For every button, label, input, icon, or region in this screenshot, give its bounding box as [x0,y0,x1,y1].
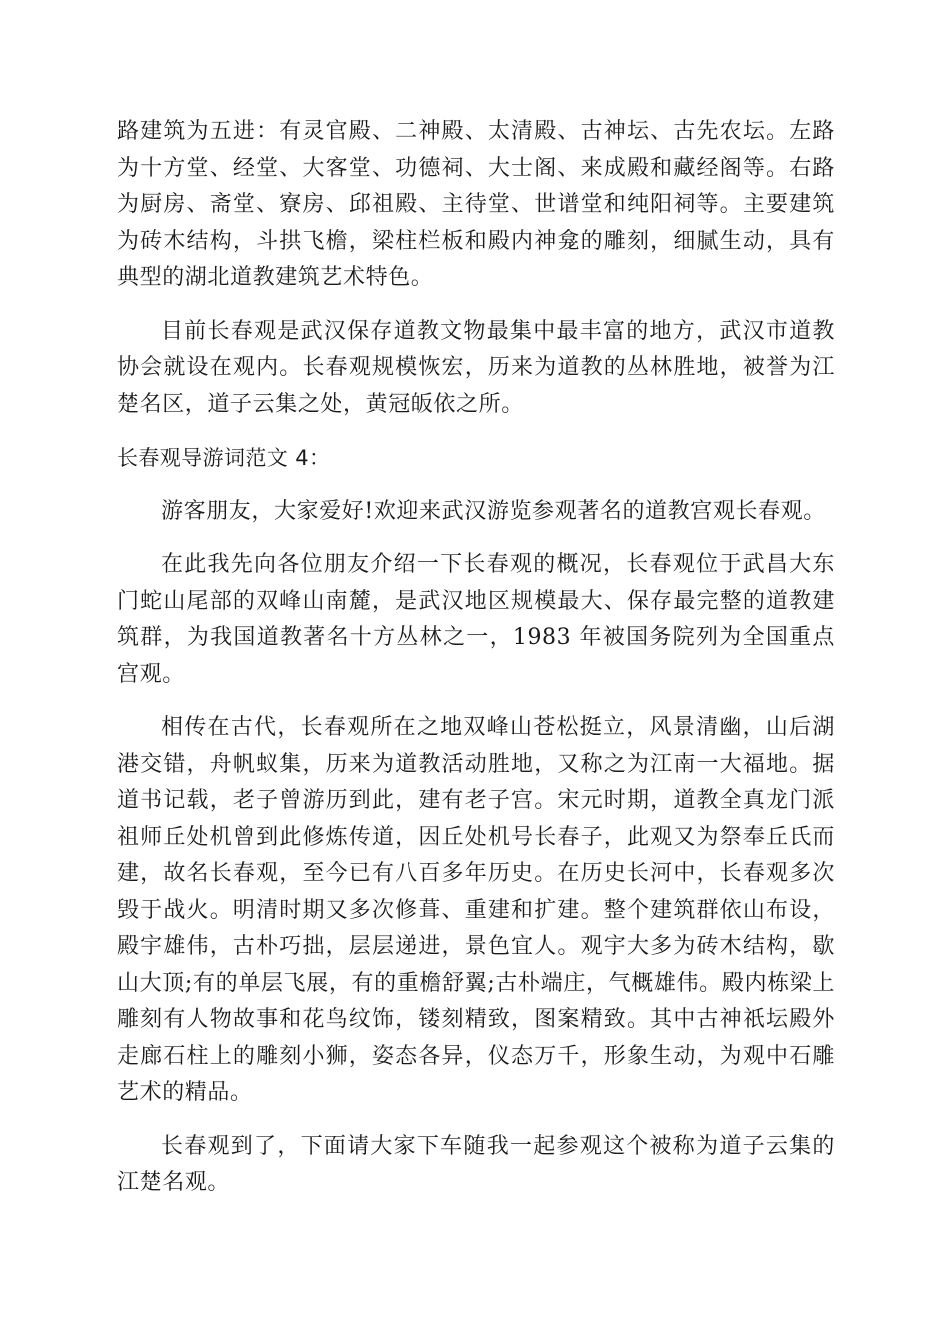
paragraph-building-layout: 路建筑为五进：有灵官殿、二神殿、太清殿、古神坛、古先农坛。左路为十方堂、经堂、大客堂、功德祠、大士阁、来成殿和藏经阁等。右路为厨房、斋堂、寮房、邱祖殿、主待堂、世谱堂和纯阳祠等。主要建筑为砖木结构，斗拱飞檐，梁柱栏板和殿内神龛的雕刻，细腻生动，具有典型的湖北道教建筑艺术特色。 [117,119,835,290]
section-heading: 长春观导游词范文 4： [117,446,331,470]
paragraph-welcome: 游客朋友，大家爱好!欢迎来武汉游览参观著名的道教宫观长春观。 [161,498,826,524]
paragraph-arrival: 长春观到了，下面请大家下车随我一起参观这个被称为道子云集的江楚名观。 [117,1133,835,1195]
paragraph-history: 相传在古代，长春观所在之地双峰山苍松挺立，风景清幽，山后湖港交错，舟帆蚁集，历来为道教活动胜地，又称之为江南一大福地。据道书记载，老子曾游历到此，建有老子宫。宋元时期，道教全真龙门派祖师丘处机曾到此修炼传道，因丘处机号长春子，此观又为祭奉丘氏而建，故名长春观，至今已有八百多年历史。在历史长河中，长春观多次毁于战火。明清时期又多次修葺、重建和扩建。整个建筑群依山布设，殿宇雄伟，古朴巧拙，层层递进，景色宜人。观宇大多为砖木结构，歇山大顶;有的单层飞展，有的重檐舒翼;古朴端庄，气概雄伟。殿内栋梁上雕刻有人物故事和花鸟纹饰，镂刻精致，图案精致。其中古神祇坛殿外走廊石柱上的雕刻小狮，姿态各异，仪态万千，形象生动，为观中石雕艺术的精品。 [117,715,835,1105]
paragraph-overview: 在此我先向各位朋友介绍一下长春观的概况，长春观位于武昌大东门蛇山尾部的双峰山南麓，是武汉地区规模最大、保存最完整的道教建筑群，为我国道教著名十方丛林之一，1983 年被国务院列为全国重点宫观。 [117,552,835,687]
paragraph-cultural-relics: 目前长春观是武汉保存道教文物最集中最丰富的地方，武汉市道教协会就设在观内。长春观规模恢宏，历来为道教的丛林胜地，被誉为江楚名区，道子云集之处，黄冠皈依之所。 [117,318,835,417]
document-page [117,114,835,1202]
